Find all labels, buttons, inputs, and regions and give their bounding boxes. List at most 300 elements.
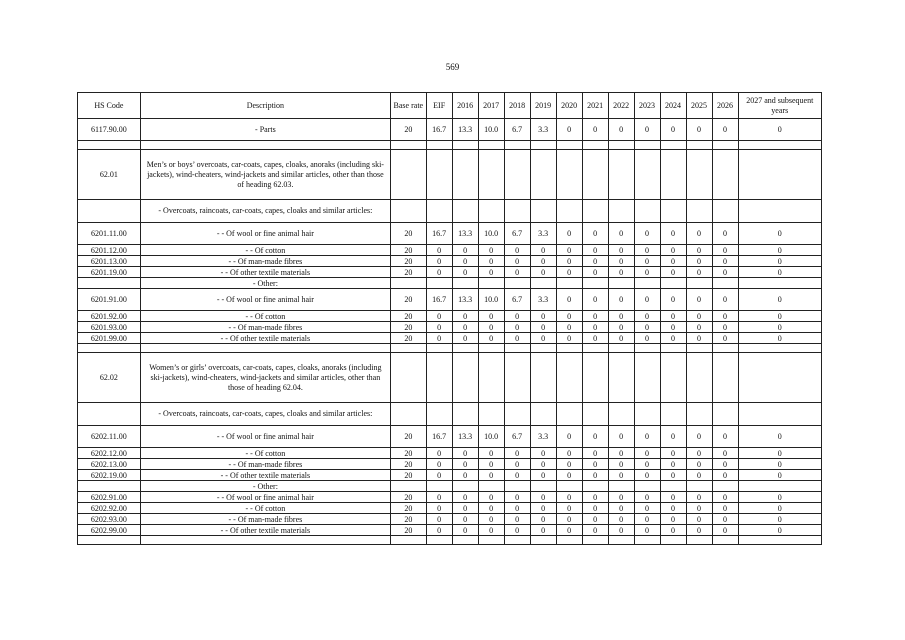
rate-cell: 20 [390, 492, 426, 503]
rate-cell [634, 200, 660, 223]
rate-cell [556, 200, 582, 223]
hs-code-cell: 6117.90.00 [78, 119, 141, 141]
rate-cell: 0 [504, 459, 530, 470]
table-row [78, 322, 822, 333]
rate-cell: 0 [530, 514, 556, 525]
rate-cell [556, 150, 582, 200]
description-cell: - - Of cotton [140, 503, 390, 514]
rate-cell [556, 141, 582, 150]
rate-cell [452, 353, 478, 403]
rate-cell [712, 200, 738, 223]
column-header-2024: 2024 [660, 93, 686, 119]
rate-cell: 0 [738, 448, 822, 459]
rate-cell [660, 536, 686, 545]
rate-cell: 0 [556, 333, 582, 344]
column-header-2022: 2022 [608, 93, 634, 119]
rate-cell [478, 150, 504, 200]
rate-cell: 0 [738, 256, 822, 267]
column-header-base-rate: Base rate [390, 93, 426, 119]
rate-cell: 20 [390, 245, 426, 256]
rate-cell [634, 344, 660, 353]
rate-cell: 0 [530, 245, 556, 256]
rate-cell [660, 278, 686, 289]
rate-cell: 0 [452, 333, 478, 344]
hs-code-cell: 6201.13.00 [78, 256, 141, 267]
rate-cell: 0 [582, 333, 608, 344]
rate-cell: 0 [634, 459, 660, 470]
rate-cell [530, 141, 556, 150]
rate-cell: 0 [686, 333, 712, 344]
rate-cell: 0 [634, 525, 660, 536]
rate-cell: 0 [660, 289, 686, 311]
rate-cell: 0 [582, 470, 608, 481]
rate-cell: 0 [582, 119, 608, 141]
table-row [78, 514, 822, 525]
rate-cell [452, 536, 478, 545]
rate-cell [712, 403, 738, 426]
rate-cell: 0 [504, 492, 530, 503]
hs-code-cell [78, 536, 141, 545]
rate-cell: 0 [556, 223, 582, 245]
rate-cell: 20 [390, 503, 426, 514]
rate-cell: 0 [452, 267, 478, 278]
hs-code-cell: 6201.99.00 [78, 333, 141, 344]
rate-cell [660, 141, 686, 150]
rate-cell: 0 [556, 470, 582, 481]
rate-cell [738, 200, 822, 223]
rate-cell: 0 [608, 503, 634, 514]
description-cell: - Other: [140, 481, 390, 492]
hs-code-cell: 6202.93.00 [78, 514, 141, 525]
rate-cell: 0 [582, 311, 608, 322]
rate-cell: 0 [712, 289, 738, 311]
rate-cell: 0 [530, 311, 556, 322]
rate-cell: 0 [686, 256, 712, 267]
rate-cell: 6.7 [504, 119, 530, 141]
table-row [78, 459, 822, 470]
rate-cell: 0 [738, 223, 822, 245]
rate-cell [608, 344, 634, 353]
description-cell: - - Of other textile materials [140, 470, 390, 481]
rate-cell: 20 [390, 459, 426, 470]
rate-cell: 10.0 [478, 289, 504, 311]
hs-code-cell: 6201.93.00 [78, 322, 141, 333]
rate-cell [452, 403, 478, 426]
rate-cell: 0 [712, 525, 738, 536]
rate-cell: 0 [556, 503, 582, 514]
rate-cell: 0 [426, 448, 452, 459]
rate-cell [478, 278, 504, 289]
rate-cell: 0 [660, 223, 686, 245]
table-row [78, 119, 822, 141]
rate-cell: 20 [390, 256, 426, 267]
rate-cell: 0 [556, 267, 582, 278]
table-row [78, 245, 822, 256]
rate-cell: 0 [686, 322, 712, 333]
rate-cell: 10.0 [478, 119, 504, 141]
rate-cell: 0 [738, 333, 822, 344]
rate-cell: 0 [608, 426, 634, 448]
rate-cell: 0 [426, 459, 452, 470]
rate-cell: 0 [686, 503, 712, 514]
rate-cell [634, 150, 660, 200]
rate-cell [634, 141, 660, 150]
rate-cell: 16.7 [426, 119, 452, 141]
hs-code-cell: 6202.91.00 [78, 492, 141, 503]
rate-cell: 0 [634, 503, 660, 514]
rate-cell [634, 481, 660, 492]
rate-cell: 20 [390, 470, 426, 481]
rate-cell: 6.7 [504, 426, 530, 448]
rate-cell: 0 [634, 245, 660, 256]
rate-cell: 0 [634, 426, 660, 448]
rate-cell [608, 141, 634, 150]
rate-cell: 0 [530, 267, 556, 278]
rate-cell: 0 [660, 267, 686, 278]
rate-cell [556, 353, 582, 403]
rate-cell: 0 [686, 223, 712, 245]
table-row [78, 525, 822, 536]
rate-cell: 20 [390, 223, 426, 245]
rate-cell [390, 403, 426, 426]
rate-cell: 0 [556, 448, 582, 459]
rate-cell: 0 [478, 459, 504, 470]
hs-code-cell [78, 403, 141, 426]
rate-cell: 13.3 [452, 426, 478, 448]
rate-cell [686, 200, 712, 223]
rate-cell: 20 [390, 267, 426, 278]
rate-cell: 0 [660, 256, 686, 267]
rate-cell [426, 200, 452, 223]
rate-cell [426, 403, 452, 426]
rate-cell: 3.3 [530, 223, 556, 245]
column-header-2025: 2025 [686, 93, 712, 119]
hs-code-cell: 6202.92.00 [78, 503, 141, 514]
hs-code-cell: 6202.11.00 [78, 426, 141, 448]
rate-cell [478, 353, 504, 403]
rate-cell: 0 [608, 119, 634, 141]
rate-cell [504, 481, 530, 492]
rate-cell: 0 [712, 256, 738, 267]
description-cell: - - Of man-made fibres [140, 256, 390, 267]
rate-cell: 0 [634, 267, 660, 278]
rate-cell [582, 481, 608, 492]
description-cell: - - Of cotton [140, 311, 390, 322]
rate-cell [452, 150, 478, 200]
description-cell: Women’s or girls’ overcoats, car-coats, capes, cloaks, anoraks (including ski-jackets), wind-cheaters, wind-jackets and similar articles, other than those of heading 62.04. [140, 353, 390, 403]
rate-cell: 0 [504, 267, 530, 278]
rate-cell [608, 200, 634, 223]
rate-cell: 0 [686, 119, 712, 141]
rate-cell: 0 [738, 492, 822, 503]
table-row [78, 426, 822, 448]
rate-cell: 0 [686, 459, 712, 470]
rate-cell: 3.3 [530, 119, 556, 141]
rate-cell: 20 [390, 448, 426, 459]
hs-code-cell: 6201.92.00 [78, 311, 141, 322]
description-cell: - - Of wool or fine animal hair [140, 492, 390, 503]
table-body [78, 119, 822, 545]
column-header-hs-code: HS Code [78, 93, 141, 119]
rate-cell: 0 [530, 503, 556, 514]
table-row [78, 470, 822, 481]
rate-cell [504, 536, 530, 545]
rate-cell: 0 [660, 311, 686, 322]
rate-cell: 6.7 [504, 223, 530, 245]
rate-cell: 0 [660, 525, 686, 536]
rate-cell: 20 [390, 311, 426, 322]
rate-cell: 0 [712, 459, 738, 470]
rate-cell [738, 403, 822, 426]
hs-code-cell: 6201.12.00 [78, 245, 141, 256]
rate-cell [426, 278, 452, 289]
rate-cell: 0 [478, 245, 504, 256]
table-row [78, 353, 822, 403]
rate-cell [582, 200, 608, 223]
rate-cell: 0 [738, 311, 822, 322]
hs-code-cell: 6202.99.00 [78, 525, 141, 536]
rate-cell: 0 [738, 503, 822, 514]
rate-cell [504, 278, 530, 289]
rate-cell [634, 353, 660, 403]
rate-cell: 0 [608, 459, 634, 470]
rate-cell: 13.3 [452, 223, 478, 245]
rate-cell [686, 536, 712, 545]
rate-cell: 0 [660, 470, 686, 481]
rate-cell [530, 200, 556, 223]
table-row [78, 256, 822, 267]
rate-cell [686, 353, 712, 403]
rate-cell: 0 [582, 492, 608, 503]
rate-cell: 0 [582, 459, 608, 470]
rate-cell [582, 344, 608, 353]
page-number: 569 [445, 62, 460, 72]
rate-cell: 0 [452, 525, 478, 536]
rate-cell: 0 [608, 311, 634, 322]
rate-cell [660, 481, 686, 492]
column-header-description: Description [140, 93, 390, 119]
rate-cell: 0 [530, 525, 556, 536]
rate-cell: 0 [556, 289, 582, 311]
rate-cell: 0 [608, 492, 634, 503]
rate-cell: 0 [426, 503, 452, 514]
rate-cell: 0 [712, 311, 738, 322]
rate-cell: 0 [504, 525, 530, 536]
rate-cell [452, 278, 478, 289]
rate-cell [608, 150, 634, 200]
rate-cell: 0 [426, 525, 452, 536]
rate-cell [530, 481, 556, 492]
rate-cell [582, 141, 608, 150]
rate-cell: 0 [504, 448, 530, 459]
rate-cell: 0 [712, 267, 738, 278]
rate-cell [426, 344, 452, 353]
rate-cell [556, 536, 582, 545]
column-header-2020: 2020 [556, 93, 582, 119]
description-cell: - Overcoats, raincoats, car-coats, capes, cloaks and similar articles: [140, 200, 390, 223]
rate-cell [738, 481, 822, 492]
rate-cell: 20 [390, 289, 426, 311]
rate-cell: 0 [608, 333, 634, 344]
rate-cell: 0 [426, 333, 452, 344]
rate-cell: 0 [608, 470, 634, 481]
rate-cell: 0 [686, 267, 712, 278]
rate-cell: 0 [478, 470, 504, 481]
rate-cell [712, 353, 738, 403]
rate-cell: 0 [530, 470, 556, 481]
rate-cell: 0 [634, 514, 660, 525]
rate-cell [426, 353, 452, 403]
rate-cell [686, 141, 712, 150]
rate-cell: 0 [556, 311, 582, 322]
rate-cell [608, 353, 634, 403]
rate-cell: 0 [634, 322, 660, 333]
rate-cell: 0 [686, 492, 712, 503]
rate-cell: 0 [478, 256, 504, 267]
rate-cell: 20 [390, 514, 426, 525]
rate-cell [634, 278, 660, 289]
rate-cell: 10.0 [478, 426, 504, 448]
rate-cell: 0 [608, 245, 634, 256]
rate-cell: 0 [738, 322, 822, 333]
rate-cell: 0 [660, 514, 686, 525]
rate-cell: 0 [634, 470, 660, 481]
rate-cell [712, 536, 738, 545]
rate-cell: 0 [634, 223, 660, 245]
rate-cell [478, 141, 504, 150]
rate-cell [582, 353, 608, 403]
hs-code-cell: 6202.12.00 [78, 448, 141, 459]
rate-cell: 0 [686, 525, 712, 536]
rate-cell: 0 [426, 245, 452, 256]
rate-cell [530, 278, 556, 289]
column-header-2021: 2021 [582, 93, 608, 119]
rate-cell [390, 536, 426, 545]
table-row [78, 344, 822, 353]
rate-cell: 0 [504, 503, 530, 514]
rate-cell: 0 [582, 503, 608, 514]
rate-cell: 0 [738, 514, 822, 525]
rate-cell: 0 [426, 267, 452, 278]
rate-cell [390, 353, 426, 403]
rate-cell: 0 [426, 256, 452, 267]
rate-cell: 0 [660, 426, 686, 448]
description-cell [140, 536, 390, 545]
hs-code-cell: 62.01 [78, 150, 141, 200]
rate-cell: 0 [556, 525, 582, 536]
rate-cell: 0 [608, 289, 634, 311]
rate-cell: 0 [452, 459, 478, 470]
rate-cell: 0 [712, 470, 738, 481]
rate-cell [530, 403, 556, 426]
rate-cell: 0 [504, 256, 530, 267]
rate-cell: 0 [660, 333, 686, 344]
rate-cell: 0 [504, 514, 530, 525]
rate-cell [390, 481, 426, 492]
rate-cell [660, 150, 686, 200]
rate-cell: 0 [556, 492, 582, 503]
rate-cell [530, 353, 556, 403]
rate-cell [582, 536, 608, 545]
rate-cell: 0 [530, 333, 556, 344]
rate-cell: 0 [738, 470, 822, 481]
rate-cell: 0 [660, 492, 686, 503]
rate-cell [452, 481, 478, 492]
rate-cell [556, 278, 582, 289]
rate-cell: 0 [608, 322, 634, 333]
description-cell: - - Of man-made fibres [140, 322, 390, 333]
description-cell: - - Of wool or fine animal hair [140, 223, 390, 245]
hs-code-cell [78, 278, 141, 289]
rate-cell [686, 278, 712, 289]
tariff-schedule-table [77, 92, 822, 545]
rate-cell: 0 [504, 245, 530, 256]
rate-cell: 0 [686, 426, 712, 448]
rate-cell: 0 [530, 459, 556, 470]
rate-cell: 0 [504, 311, 530, 322]
rate-cell: 0 [712, 448, 738, 459]
rate-cell [426, 536, 452, 545]
rate-cell [478, 344, 504, 353]
rate-cell: 0 [426, 492, 452, 503]
rate-cell: 0 [712, 333, 738, 344]
rate-cell: 0 [738, 426, 822, 448]
table-row [78, 141, 822, 150]
rate-cell: 0 [686, 245, 712, 256]
rate-cell: 0 [582, 256, 608, 267]
rate-cell [608, 481, 634, 492]
rate-cell [530, 150, 556, 200]
rate-cell: 0 [452, 514, 478, 525]
rate-cell: 0 [738, 525, 822, 536]
rate-cell: 0 [452, 311, 478, 322]
rate-cell [738, 141, 822, 150]
rate-cell [660, 344, 686, 353]
rate-cell: 0 [738, 245, 822, 256]
rate-cell: 16.7 [426, 223, 452, 245]
rate-cell: 0 [712, 514, 738, 525]
rate-cell: 0 [712, 426, 738, 448]
rate-cell: 0 [426, 322, 452, 333]
rate-cell [738, 278, 822, 289]
hs-code-cell [78, 481, 141, 492]
table-header-row [78, 93, 822, 119]
rate-cell: 3.3 [530, 289, 556, 311]
rate-cell [504, 353, 530, 403]
rate-cell: 0 [452, 322, 478, 333]
description-cell: - - Of wool or fine animal hair [140, 289, 390, 311]
rate-cell: 0 [426, 514, 452, 525]
hs-code-cell: 6201.91.00 [78, 289, 141, 311]
table-row [78, 278, 822, 289]
hs-code-cell: 6201.11.00 [78, 223, 141, 245]
table-row [78, 289, 822, 311]
rate-cell: 0 [530, 256, 556, 267]
rate-cell: 0 [478, 514, 504, 525]
column-header-eif: EIF [426, 93, 452, 119]
rate-cell [686, 150, 712, 200]
rate-cell: 0 [582, 525, 608, 536]
rate-cell [478, 536, 504, 545]
rate-cell: 0 [608, 256, 634, 267]
rate-cell: 0 [530, 492, 556, 503]
rate-cell: 0 [582, 322, 608, 333]
description-cell: - - Of cotton [140, 245, 390, 256]
rate-cell [582, 150, 608, 200]
rate-cell: 0 [478, 492, 504, 503]
rate-cell [504, 200, 530, 223]
description-cell: - - Of other textile materials [140, 267, 390, 278]
